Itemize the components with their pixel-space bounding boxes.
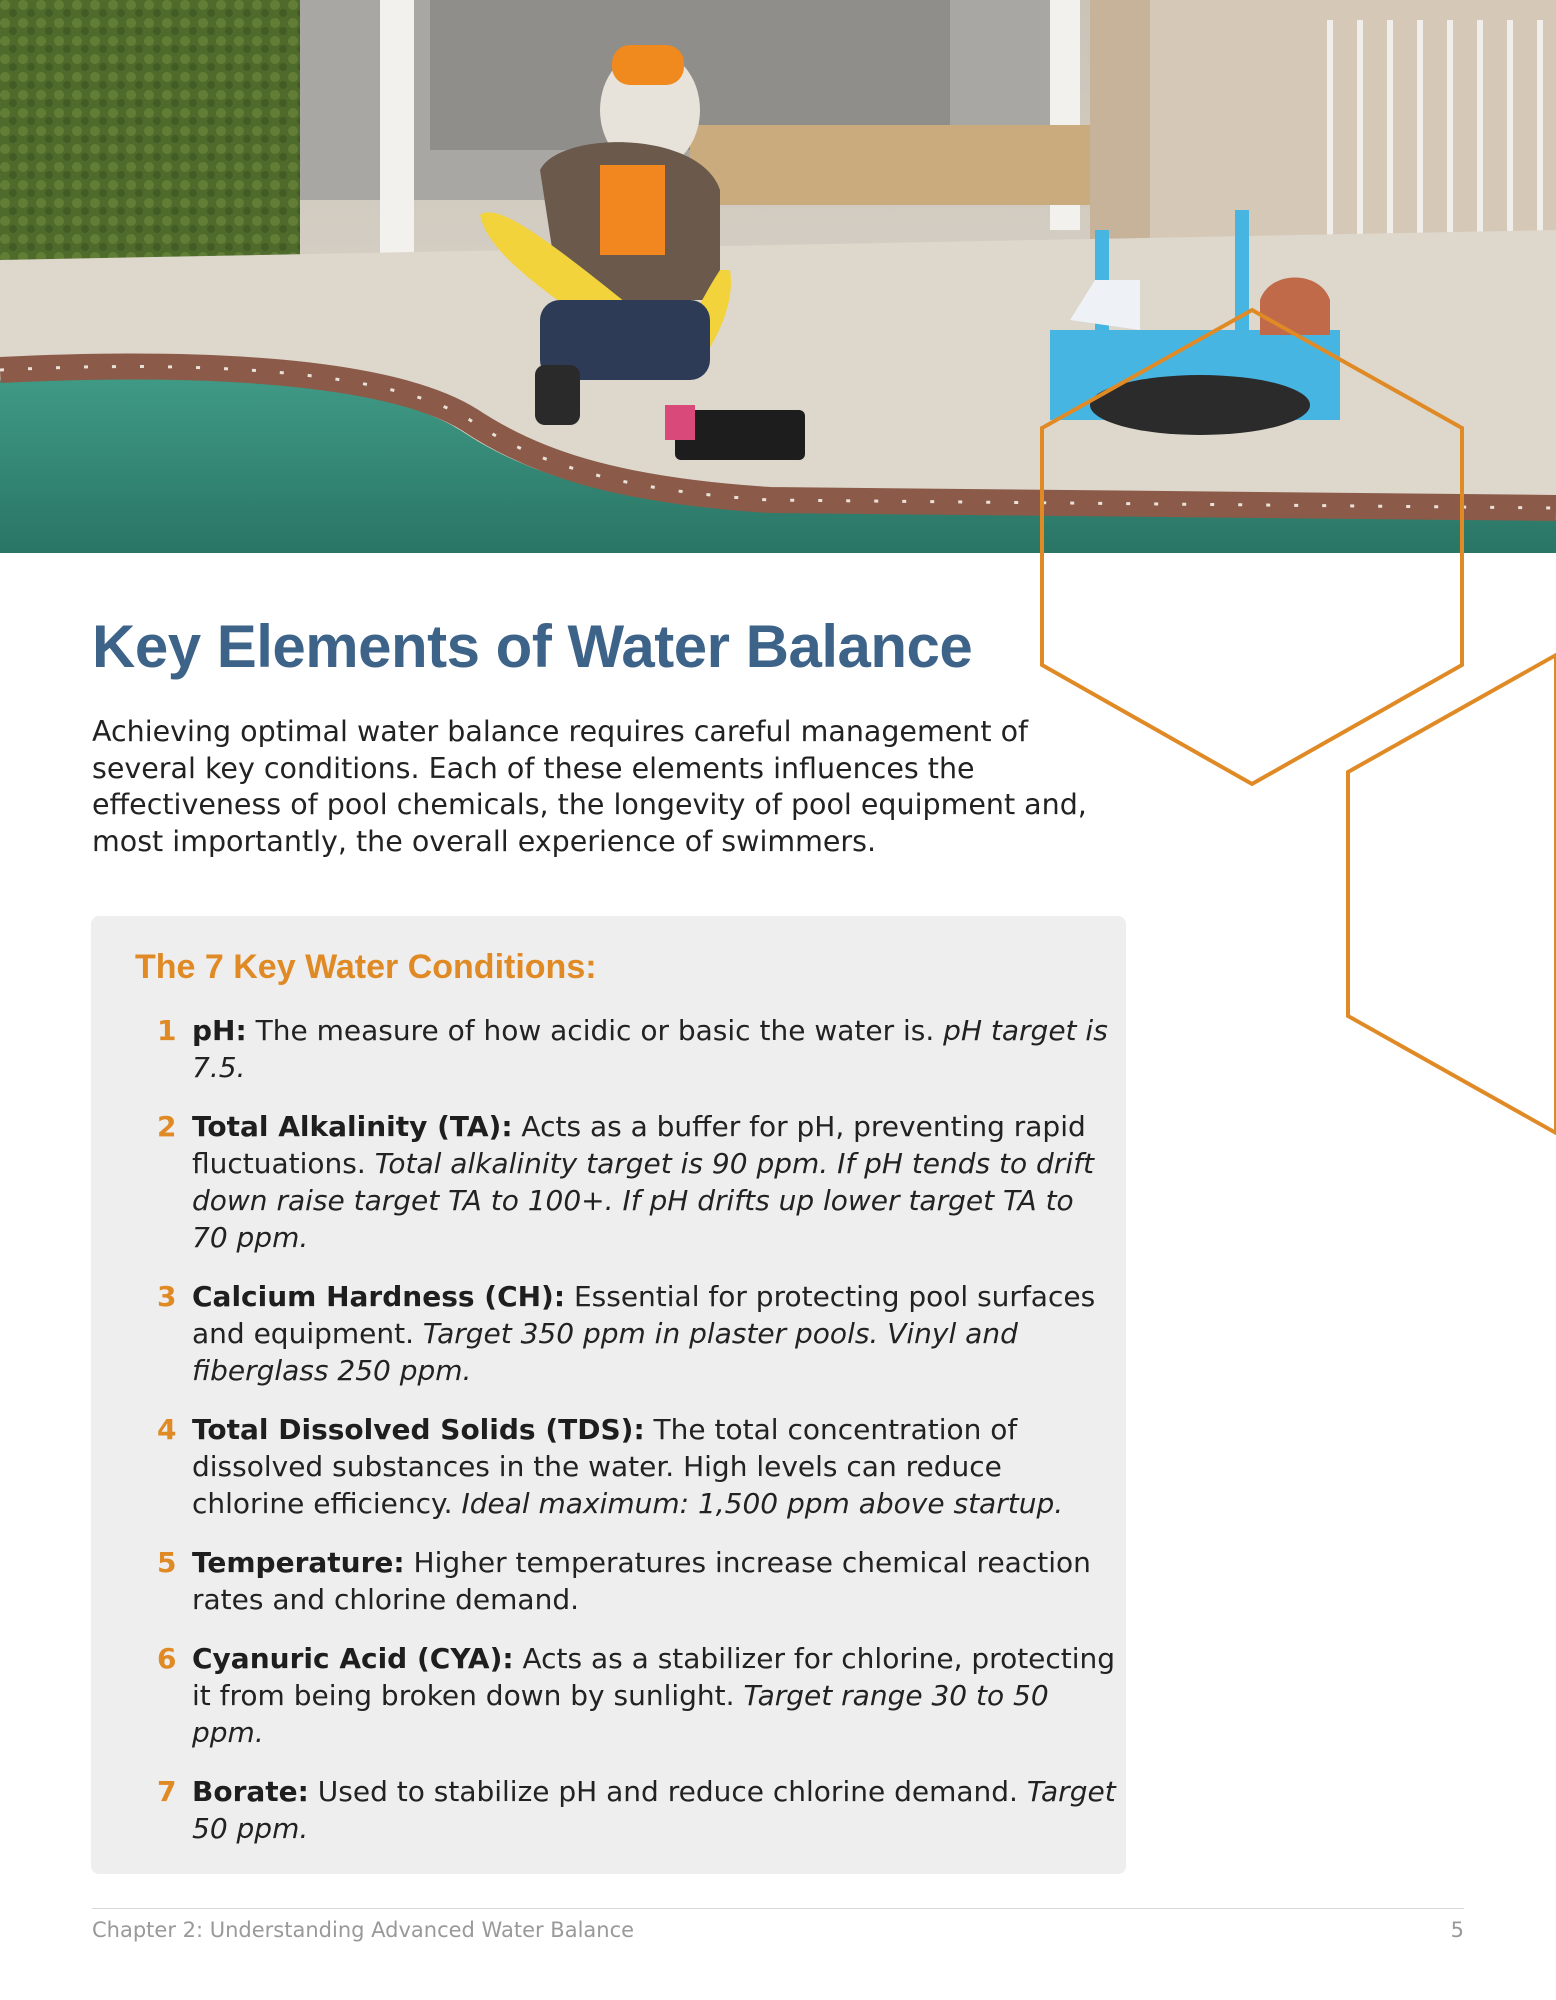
- item-term: Total Dissolved Solids (TDS):: [192, 1413, 645, 1446]
- list-item: [157, 1012, 1117, 1086]
- item-text: The measure of how acidic or basic the water is.: [246, 1014, 944, 1047]
- item-text: The total concentration of dissolved substances in the water. High levels can reduce chlorine efficiency.: [192, 1413, 1018, 1520]
- key-conditions-panel: [91, 916, 1126, 1874]
- item-number: 3: [157, 1280, 177, 1313]
- item-number: 4: [157, 1413, 177, 1446]
- conditions-list: [157, 1012, 1117, 1869]
- list-item: [157, 1108, 1117, 1256]
- item-term: Borate:: [192, 1775, 309, 1808]
- list-item: [157, 1411, 1117, 1522]
- item-term: pH:: [192, 1014, 247, 1047]
- item-note: Target 350 ppm in plaster pools. Vinyl and fiberglass 250 ppm.: [192, 1317, 1018, 1387]
- item-term: Cyanuric Acid (CYA):: [192, 1642, 514, 1675]
- item-number: 5: [157, 1546, 177, 1579]
- hero-photo: [0, 0, 1556, 553]
- item-number: 6: [157, 1642, 177, 1675]
- item-text: Essential for protecting pool surfaces and equipment.: [192, 1280, 1096, 1350]
- page-number: 5: [1450, 1918, 1464, 1942]
- item-note: Ideal maximum: 1,500 ppm above startup.: [461, 1487, 1064, 1520]
- item-text: Acts as a buffer for pH, preventing rapid fluctuations.: [192, 1110, 1086, 1180]
- list-item: [157, 1640, 1117, 1751]
- list-item: [157, 1773, 1117, 1847]
- item-term: Temperature:: [192, 1546, 405, 1579]
- item-text: Acts as a stabilizer for chlorine, protecting it from being broken down by sunlight.: [192, 1642, 1116, 1712]
- intro-paragraph: Achieving optimal water balance requires careful management of several key conditions. Each of these elements influences the effectiveness of pool chemicals, the longevity of pool equipment and, most importantly, the overall experience of swimmers.: [92, 715, 1087, 858]
- list-item: [157, 1544, 1117, 1618]
- item-note: Target range 30 to 50 ppm.: [192, 1679, 1049, 1749]
- hexagon-outline-lower: [1348, 655, 1556, 1133]
- item-text: Higher temperatures increase chemical reaction rates and chlorine demand.: [192, 1546, 1091, 1616]
- item-number: 7: [157, 1775, 177, 1808]
- footer-divider: [92, 1908, 1464, 1909]
- panel-heading: The 7 Key Water Conditions:: [135, 948, 597, 986]
- item-number: 2: [157, 1110, 177, 1143]
- pool-scene-illustration: [0, 0, 1556, 553]
- item-text: Used to stabilize pH and reduce chlorine demand.: [308, 1775, 1027, 1808]
- item-note: Total alkalinity target is 90 ppm. If pH tends to drift down raise target TA to 100+. If pH drifts up lower target TA to 70 ppm.: [192, 1147, 1094, 1254]
- item-number: 1: [157, 1014, 177, 1047]
- item-term: Total Alkalinity (TA):: [192, 1110, 513, 1143]
- item-term: Calcium Hardness (CH):: [192, 1280, 566, 1313]
- item-note: pH target is 7.5.: [192, 1014, 1108, 1084]
- page-title: Key Elements of Water Balance: [92, 613, 973, 680]
- item-note: Target 50 ppm.: [192, 1775, 1116, 1845]
- list-item: [157, 1278, 1117, 1389]
- footer-chapter: Chapter 2: Understanding Advanced Water Balance: [92, 1918, 635, 1942]
